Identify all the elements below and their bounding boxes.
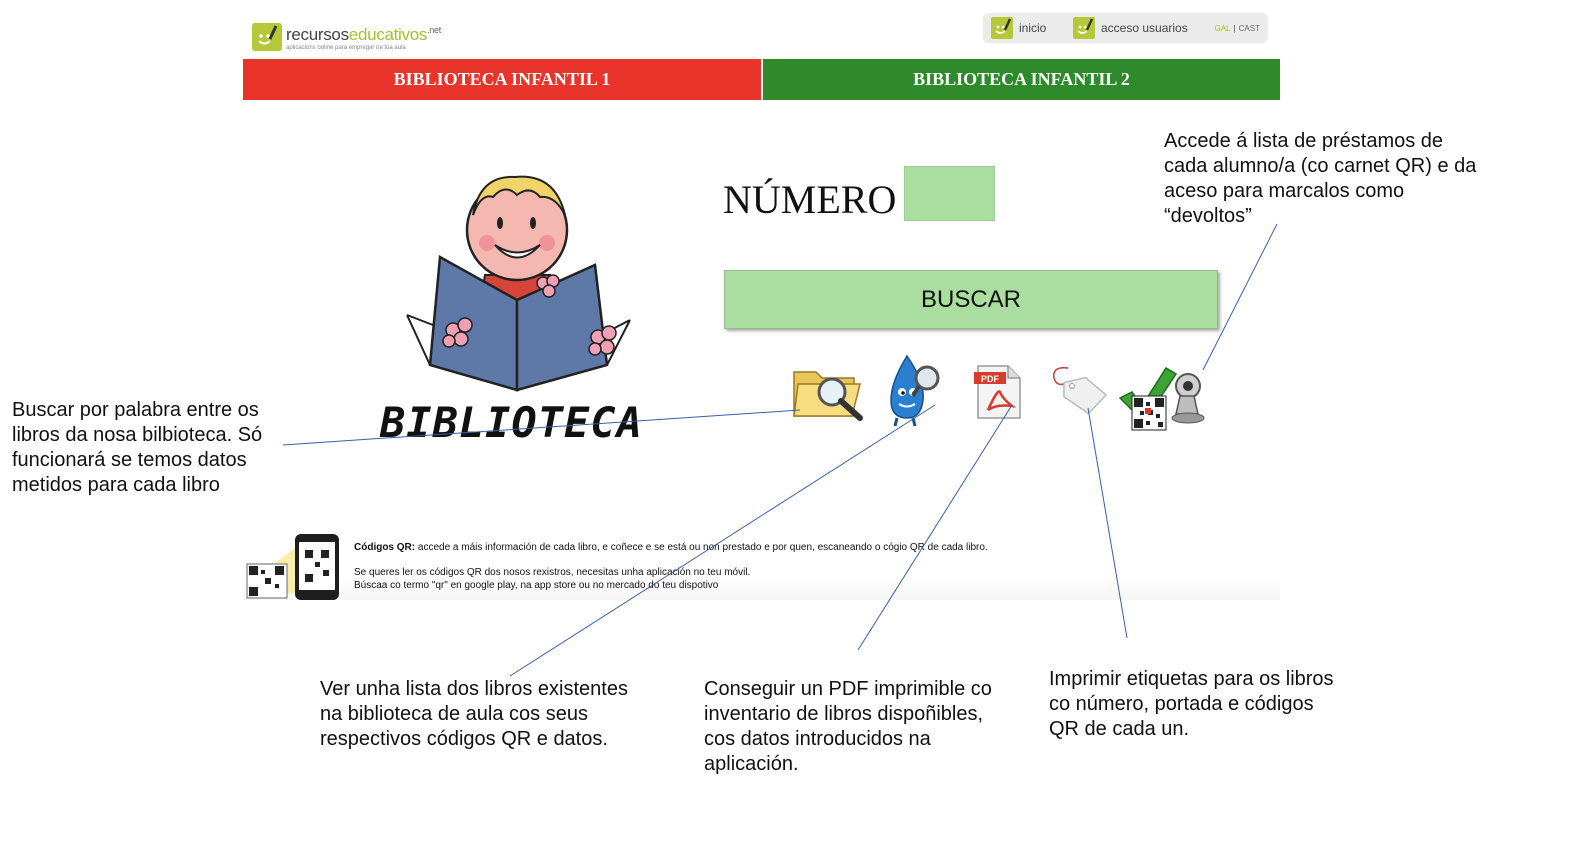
folder-search-icon[interactable] bbox=[792, 360, 868, 422]
logo-tagline: aplicacións online para empregar na túa aula bbox=[286, 45, 406, 51]
phone-scanning-qr-icon bbox=[245, 530, 340, 600]
lang-separator: | bbox=[1233, 23, 1236, 33]
nav-users-label: acceso usuarios bbox=[1101, 21, 1188, 35]
nav-home-label: inicio bbox=[1019, 21, 1047, 35]
nav-users-access-link[interactable] bbox=[1073, 13, 1188, 43]
qr-info-line1: accede a máis información de cada libro, e coñece e se está ou non prestado e por quen, escaneando o cógio QR de cada libro. bbox=[417, 542, 988, 553]
annotation-book-list: Ver unha lista dos libros existentes na biblioteca de aula cos seus respectivos códigos QR e datos. bbox=[320, 678, 628, 750]
child-reading-illustration bbox=[395, 165, 640, 395]
book-list-drop-icon[interactable] bbox=[883, 352, 941, 428]
site-logo[interactable] bbox=[252, 17, 442, 57]
pdf-icon-label: PDF bbox=[981, 374, 999, 384]
lang-gal-link[interactable]: GAL bbox=[1214, 23, 1231, 33]
number-label: NÚMERO bbox=[723, 177, 897, 222]
qr-info-line2: Se queres ler os códigos QR dos nosos rexistros, necesitas unha aplicación no teu móvil. bbox=[354, 567, 751, 578]
top-navigation bbox=[983, 13, 1268, 43]
smiley-check-logo-icon bbox=[252, 23, 282, 51]
qr-info-line3: Búscaa co termo "qr" en google play, na app store ou no mercado do teu dispotivo bbox=[354, 580, 719, 591]
number-input[interactable] bbox=[904, 166, 995, 221]
search-button[interactable]: BUSCAR bbox=[724, 270, 1218, 329]
language-switcher bbox=[1215, 13, 1260, 43]
lang-cast-link[interactable]: CAST bbox=[1238, 23, 1260, 33]
annotation-pdf: Conseguir un PDF imprimible co inventario de libros dispoñibles, cos datos introducidos na aplicación. bbox=[704, 678, 992, 775]
qr-loans-check-icon[interactable] bbox=[1118, 364, 1210, 432]
annotation-loans: Accede á lista de préstamos de cada alumno/a (co carnet QR) e da aceso para marcalos como “devoltos” bbox=[1164, 130, 1477, 227]
check-smiley-icon bbox=[1073, 17, 1095, 39]
tab-biblioteca-infantil-1[interactable]: BIBLIOTECA INFANTIL 1 bbox=[243, 59, 761, 100]
qr-info-text bbox=[354, 541, 988, 592]
label-tag-icon[interactable] bbox=[1046, 364, 1108, 416]
annotation-labels: Imprimir etiquetas para os libros co número, portada e códigos QR de cada un. bbox=[1049, 668, 1334, 740]
annotation-search: Buscar por palabra entre os libros da nosa bilbioteca. Só funcionará se temos datos metidos para cada libro bbox=[12, 399, 263, 496]
logo-brand-text: recursoseducativos$^{.net}$ bbox=[286, 25, 441, 44]
leader-line-labels bbox=[1088, 408, 1127, 638]
biblioteca-title: BIBLIOTECA bbox=[380, 398, 643, 447]
qr-info-heading: Códigos QR: bbox=[354, 542, 416, 553]
tab-biblioteca-infantil-2[interactable]: BIBLIOTECA INFANTIL 2 bbox=[763, 59, 1280, 100]
check-smiley-icon bbox=[991, 17, 1013, 39]
pdf-icon[interactable] bbox=[974, 364, 1024, 420]
nav-home-link[interactable] bbox=[991, 13, 1046, 43]
